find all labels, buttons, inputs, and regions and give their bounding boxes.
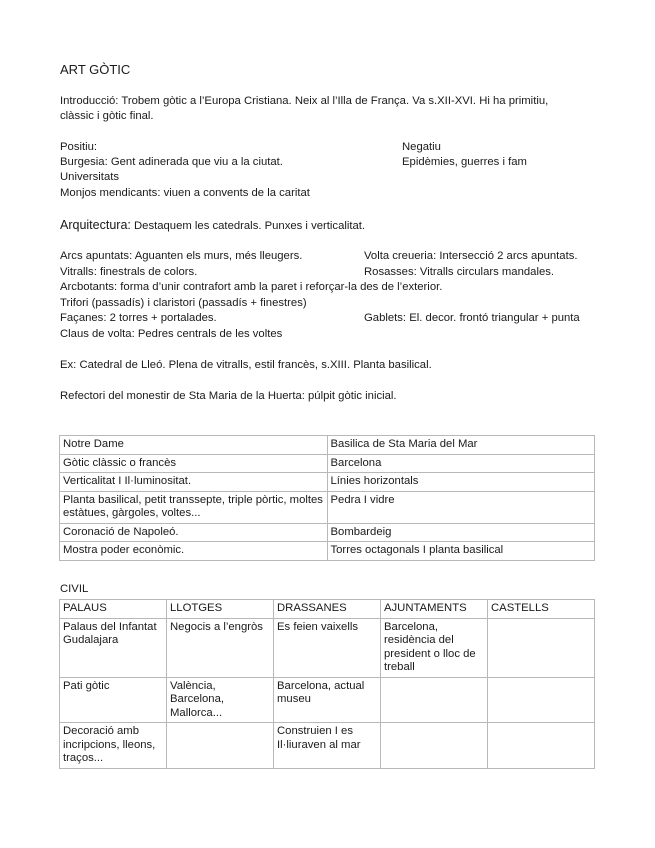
- column-header: AJUNTAMENTS: [381, 600, 488, 619]
- table-row: [60, 677, 595, 723]
- table-row: [60, 473, 595, 492]
- table-cell: Barcelona, actual museu: [274, 677, 381, 723]
- arquitectura-right-line: Rosasses: Vitralls circulars mandales.: [364, 266, 555, 278]
- column-header: DRASSANES: [274, 600, 381, 619]
- table-cell: [488, 677, 595, 723]
- table-row: [60, 491, 595, 523]
- table-cell: [488, 723, 595, 769]
- document-title: ART GÒTIC: [60, 62, 131, 77]
- positiu-item: Universitats: [60, 171, 120, 183]
- table-cell: Mostra poder econòmic.: [60, 542, 328, 561]
- arquitectura-line: Claus de volta: Pedres centrals de les voltes: [60, 328, 283, 340]
- table-cell: Bombardeig: [327, 523, 595, 542]
- table-cell: [167, 723, 274, 769]
- table-cell: Planta basilical, petit transsepte, triple pòrtic, moltes estàtues, gàrgoles, voltes...: [60, 491, 328, 523]
- table-cell: Pedra I vidre: [327, 491, 595, 523]
- positiu-heading: Positiu:: [60, 141, 98, 153]
- intro-line-2: clàssic i gòtic final.: [60, 110, 154, 122]
- table-cell: Decoració amb incripcions, lleons, traços...: [60, 723, 167, 769]
- column-header: PALAUS: [60, 600, 167, 619]
- arquitectura-paragraph: [60, 218, 365, 234]
- arquitectura-line: Façanes: 2 torres + portalades.: [60, 312, 217, 324]
- negatiu-heading: Negatiu: [402, 141, 441, 153]
- table-cell: Coronació de Napoleó.: [60, 523, 328, 542]
- table-cell: València, Barcelona, Mallorca...: [167, 677, 274, 723]
- arquitectura-right-line: Gablets: El. decor. frontó triangular + punta: [364, 312, 580, 324]
- arquitectura-line: Arcbotants: forma d’unir contrafort amb la paret i reforçar-la des de l’exterior.: [60, 281, 443, 293]
- table-cell: Línies horizontals: [327, 473, 595, 492]
- table-cell: [381, 723, 488, 769]
- civil-table: [59, 599, 595, 769]
- arquitectura-heading: Arquitectura:: [60, 218, 131, 232]
- arquitectura-right-line: Volta creueria: Intersecció 2 arcs apuntats.: [364, 250, 578, 262]
- table-cell: Pati gòtic: [60, 677, 167, 723]
- table-header-row: [60, 600, 595, 619]
- table-cell: Barcelona: [327, 454, 595, 473]
- table-cell: Barcelona, residència del president o lloc de treball: [381, 618, 488, 677]
- column-header: CASTELLS: [488, 600, 595, 619]
- table-row: [60, 436, 595, 455]
- table-row: [60, 618, 595, 677]
- arquitectura-text: Destaquem les catedrals. Punxes i verticalitat.: [130, 220, 366, 232]
- table-cell: Construien I es Il·liuraven al mar: [274, 723, 381, 769]
- table-row: [60, 542, 595, 561]
- table-row: [60, 723, 595, 769]
- table-cell: [488, 618, 595, 677]
- positiu-item: Burgesia: Gent adinerada que viu a la ciutat.: [60, 156, 283, 168]
- positiu-item: Monjos mendicants: viuen a convents de la caritat: [60, 187, 310, 199]
- example-text: Ex: Catedral de Lleó. Plena de vitralls, estil francès, s.XIII. Planta basilical.: [60, 359, 432, 371]
- arquitectura-line: Vitralls: finestrals de colors.: [60, 266, 198, 278]
- table-cell: Palaus del Infantat Gudalajara: [60, 618, 167, 677]
- table-cell: Gòtic clàssic o francès: [60, 454, 328, 473]
- civil-heading: CIVIL: [60, 583, 89, 595]
- table-cell: Verticalitat I Il·luminositat.: [60, 473, 328, 492]
- table-cell: Es feien vaixells: [274, 618, 381, 677]
- arquitectura-line: Trifori (passadís) i claristori (passadís + finestres): [60, 297, 307, 309]
- column-header: LLOTGES: [167, 600, 274, 619]
- refectori-text: Refectori del monestir de Sta Maria de la Huerta: púlpit gòtic inicial.: [60, 390, 397, 402]
- table-cell: Torres octagonals I planta basilical: [327, 542, 595, 561]
- negatiu-item: Epidèmies, guerres i fam: [402, 156, 527, 168]
- arquitectura-line: Arcs apuntats: Aguanten els murs, més lleugers.: [60, 250, 303, 262]
- comparison-table: [59, 435, 595, 561]
- table-cell: Notre Dame: [60, 436, 328, 455]
- table-cell: Negocis a l’engròs: [167, 618, 274, 677]
- table-cell: [381, 677, 488, 723]
- table-row: [60, 454, 595, 473]
- intro-line-1: Introducció: Trobem gòtic a l’Europa Cristiana. Neix al l’Illa de França. Va s.XII-XVI. Hi ha primitiu,: [60, 95, 549, 107]
- table-cell: Basilica de Sta Maria del Mar: [327, 436, 595, 455]
- table-row: [60, 523, 595, 542]
